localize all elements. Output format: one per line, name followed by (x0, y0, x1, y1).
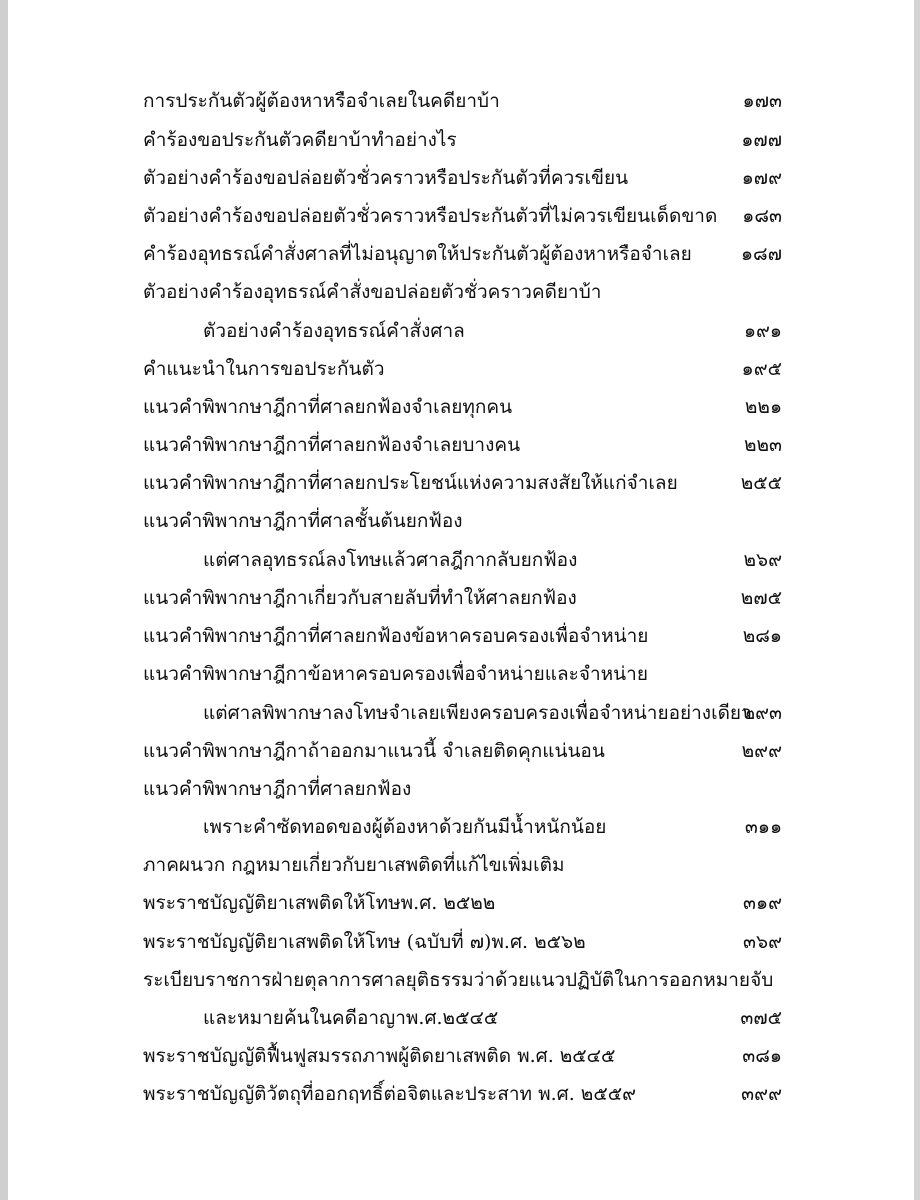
toc-entry-page: ๓๖๙ (743, 931, 782, 953)
toc-entry-title: เพราะคำซัดทอดของผู้ต้องหาด้วยกันมีน้ำหนักน้อย (203, 816, 607, 838)
toc-entry-title: คำแนะนำในการขอประกันตัว (143, 358, 385, 380)
toc-entry (0, 390, 920, 424)
toc-entry-page: ๑๙๑ (743, 320, 782, 342)
toc-entry (0, 314, 920, 348)
toc-entry (0, 199, 920, 233)
toc-entry-page: ๓๙๙ (741, 1083, 782, 1105)
toc-entry (0, 848, 920, 882)
toc-entry-title: และหมายค้นในคดีอาญาพ.ศ.๒๕๔๕ (203, 1007, 499, 1029)
toc-entry-title: พระราชบัญญัติฟื้นฟูสมรรถภาพผู้ติดยาเสพติด พ.ศ. ๒๕๔๕ (143, 1045, 616, 1067)
toc-entry (0, 543, 920, 577)
toc-entry-page: ๒๒๑ (744, 396, 782, 418)
toc-entry-title: ภาคผนวก กฎหมายเกี่ยวกับยาเสพติดที่แก้ไขเพิ่มเติม (143, 854, 565, 876)
toc-entry-title: แนวคำพิพากษาฎีกาที่ศาลยกฟ้องจำเลยบางคน (143, 434, 521, 456)
toc-entry (0, 772, 920, 806)
toc-entry-page: ๒๕๕ (740, 472, 782, 494)
toc-entry-title: ตัวอย่างคำร้องอุทธรณ์คำสั่งศาล (203, 320, 465, 342)
toc-entry-title: พระราชบัญญัติยาเสพติดให้โทษ (ฉบับที่ ๗)พ.ศ. ๒๕๖๒ (143, 931, 586, 953)
toc-entry-page: ๑๘๓ (742, 205, 782, 227)
toc-entry-title: ตัวอย่างคำร้องขอปล่อยตัวชั่วคราวหรือประกันตัวที่ควรเขียน (143, 167, 629, 189)
toc-entry (0, 161, 920, 195)
toc-entry (0, 84, 920, 118)
toc-entry-page: ๒๖๙ (743, 549, 782, 571)
toc-entry-title: แนวคำพิพากษาฎีกาที่ศาลยกประโยชน์แห่งความสงสัยให้แก่จำเลย (143, 472, 678, 494)
toc-entry-page: ๒๙๓ (742, 702, 782, 724)
toc-entry (0, 581, 920, 615)
toc-entry-title: แนวคำพิพากษาฎีกาเกี่ยวกับสายลับที่ทำให้ศาลยกฟ้อง (143, 587, 577, 609)
toc-entry-title: แนวคำพิพากษาฎีกาที่ศาลยกฟ้อง (143, 778, 412, 800)
toc-entry-page: ๑๗๓ (742, 90, 782, 112)
toc-entry (0, 237, 920, 271)
toc-entry (0, 619, 920, 653)
toc-entry-title: แนวคำพิพากษาฎีกาข้อหาครอบครองเพื่อจำหน่ายและจำหน่าย (143, 663, 648, 685)
toc-entry (0, 734, 920, 768)
toc-entry-page: ๓๑๑ (744, 816, 782, 838)
toc-entry-title: แต่ศาลพิพากษาลงโทษจำเลยเพียงครอบครองเพื่อจำหน่ายอย่างเดียว (203, 702, 752, 724)
toc-entry-page: ๒๗๕ (740, 587, 782, 609)
toc-entry-title: พระราชบัญญัติยาเสพติดให้โทษพ.ศ. ๒๕๒๒ (143, 892, 496, 914)
toc-entry-page: ๓๑๙ (743, 892, 782, 914)
toc-entry-page: ๒๒๓ (743, 434, 782, 456)
toc-entry-title: คำร้องอุทธรณ์คำสั่งศาลที่ไม่อนุญาตให้ประกันตัวผู้ต้องหาหรือจำเลย (143, 243, 692, 265)
toc-entry-page: ๓๘๑ (742, 1045, 782, 1067)
toc-entry (0, 1001, 920, 1035)
toc-entry-page: ๑๘๗ (740, 243, 782, 265)
toc-entry (0, 1039, 920, 1073)
toc-entry (0, 428, 920, 462)
toc-entry (0, 925, 920, 959)
toc-entry-title: แนวคำพิพากษาฎีกาถ้าออกมาแนวนี้ จำเลยติดคุกแน่นอน (143, 740, 605, 762)
toc-entry-title: พระราชบัญญัติวัตถุที่ออกฤทธิ์ต่อจิตและประสาท พ.ศ. ๒๕๕๙ (143, 1083, 636, 1105)
toc-entry-title: คำร้องขอประกันตัวคดียาบ้าทำอย่างไร (143, 129, 457, 151)
toc-entry-page: ๓๗๕ (740, 1007, 782, 1029)
toc-entry (0, 504, 920, 538)
toc-entry-page: ๑๙๕ (741, 358, 782, 380)
toc-entry-title: การประกันตัวผู้ต้องหาหรือจำเลยในคดียาบ้า (143, 90, 500, 112)
toc-entry-title: ตัวอย่างคำร้องขอปล่อยตัวชั่วคราวหรือประกันตัวที่ไม่ควรเขียนเด็ดขาด (143, 205, 718, 227)
toc-entry-title: แนวคำพิพากษาฎีกาที่ศาลยกฟ้องจำเลยทุกคน (143, 396, 513, 418)
toc-entry (0, 123, 920, 157)
toc-entry (0, 810, 920, 844)
toc-entry (0, 963, 920, 997)
toc-entry-page: ๒๘๑ (742, 625, 782, 647)
toc-entry-page: ๑๗๗ (741, 129, 782, 151)
toc-entry-title: แต่ศาลอุทธรณ์ลงโทษแล้วศาลฎีกากลับยกฟ้อง (203, 549, 578, 571)
toc-entry (0, 352, 920, 386)
toc-entry (0, 275, 920, 309)
toc-entry-title: ตัวอย่างคำร้องอุทธรณ์คำสั่งขอปล่อยตัวชั่วคราวคดียาบ้า (143, 281, 602, 303)
toc-entry-title: ระเบียบราชการฝ่ายตุลาการศาลยุติธรรมว่าด้วยแนวปฏิบัติในการออกหมายจับ (143, 969, 774, 991)
toc-entry-page: ๑๗๙ (741, 167, 782, 189)
toc-entry (0, 1077, 920, 1111)
toc-entry (0, 696, 920, 730)
toc-entry (0, 657, 920, 691)
toc-entry (0, 886, 920, 920)
toc-entry-page: ๒๙๙ (741, 740, 782, 762)
toc-entry-title: แนวคำพิพากษาฎีกาที่ศาลชั้นต้นยกฟ้อง (143, 510, 463, 532)
toc-entry-title: แนวคำพิพากษาฎีกาที่ศาลยกฟ้องข้อหาครอบครองเพื่อจำหน่าย (143, 625, 649, 647)
toc-entry (0, 466, 920, 500)
